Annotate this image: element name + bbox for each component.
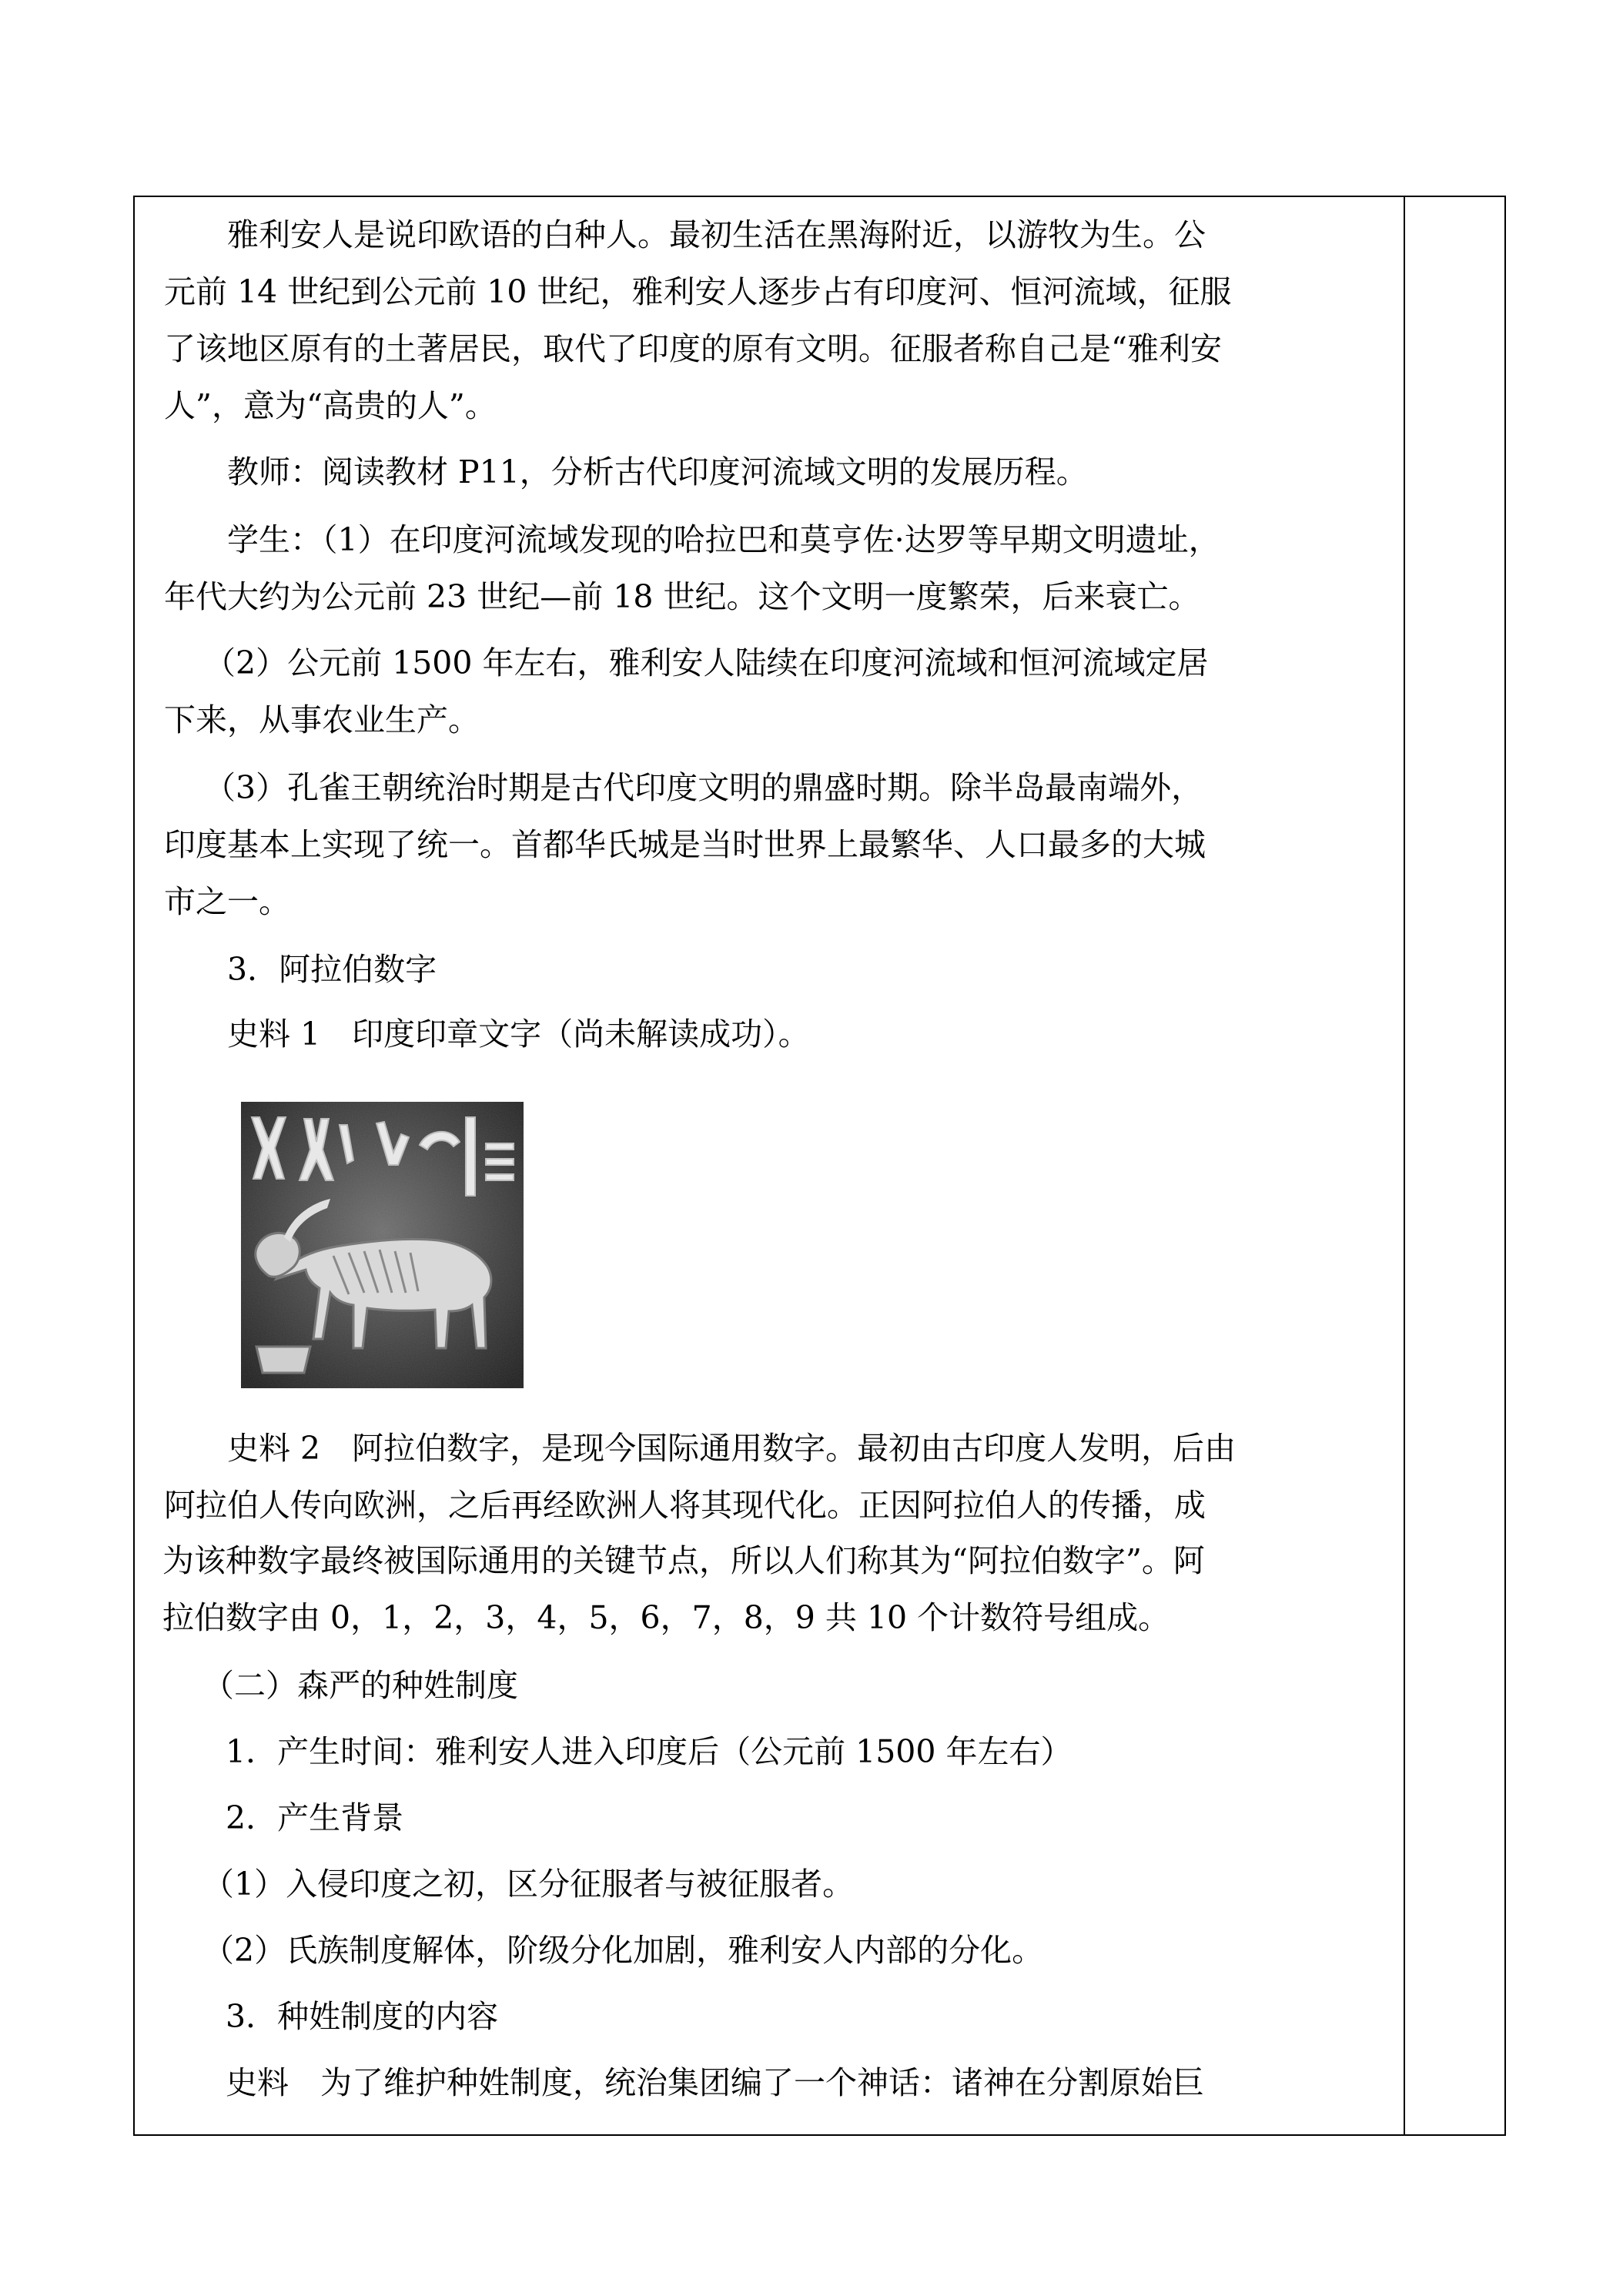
lesson-table bbox=[133, 196, 1506, 2136]
student-answer-1b: 年代大约为公元前 23 世纪—前 18 世纪。这个文明一度繁荣，后来衰亡。 bbox=[164, 578, 1200, 615]
heading-caste-system: （二）森严的种姓制度 bbox=[202, 1667, 518, 1704]
caste-content-heading: 3．种姓制度的内容 bbox=[226, 1998, 499, 2035]
source-2-line-3: 为该种数字最终被国际通用的关键节点，所以人们称其为“阿拉伯数字”。阿 bbox=[162, 1542, 1205, 1579]
source-2-line-2: 阿拉伯人传向欧洲，之后再经欧洲人将其现代化。正因阿拉伯人的传播，成 bbox=[164, 1487, 1206, 1524]
indus-seal-picture bbox=[241, 1102, 524, 1388]
paragraph-aryans-4: 人”，意为“高贵的人”。 bbox=[164, 387, 497, 424]
student-answer-3a: （3）孔雀王朝统治时期是古代印度文明的鼎盛时期。除半岛最南端外， bbox=[204, 769, 1203, 806]
source-1-caption: 史料 1 印度印章文字（尚未解读成功）。 bbox=[227, 1016, 810, 1053]
student-answer-3c: 市之一。 bbox=[164, 883, 290, 920]
source-2-line-1: 史料 2 阿拉伯数字，是现今国际通用数字。最初由古印度人发明，后由 bbox=[227, 1430, 1236, 1467]
student-answer-1a: 学生：（1）在印度河流域发现的哈拉巴和莫亨佐·达罗等早期文明遗址， bbox=[227, 521, 1220, 558]
teacher-prompt: 教师：阅读教材 P11，分析古代印度河流域文明的发展历程。 bbox=[227, 454, 1088, 490]
seal-manger bbox=[256, 1347, 310, 1373]
caste-background-2: （2）氏族制度解体，阶级分化加剧，雅利安人内部的分化。 bbox=[202, 1932, 1044, 1969]
column-divider bbox=[1404, 197, 1405, 2134]
caste-origin-background: 2．产生背景 bbox=[226, 1799, 404, 1836]
paragraph-aryans-2: 元前 14 世纪到公元前 10 世纪，雅利安人逐步占有印度河、恒河流域，征服 bbox=[164, 273, 1232, 310]
student-answer-2a: （2）公元前 1500 年左右，雅利安人陆续在印度河流域和恒河流域定居 bbox=[204, 644, 1209, 681]
caste-background-1: （1）入侵印度之初，区分征服者与被征服者。 bbox=[202, 1866, 855, 1903]
student-answer-3b: 印度基本上实现了统一。首都华氏城是当时世界上最繁华、人口最多的大城 bbox=[164, 826, 1206, 863]
paragraph-aryans-3: 了该地区原有的土著居民，取代了印度的原有文明。征服者称自己是“雅利安 bbox=[164, 330, 1222, 367]
paragraph-aryans-1: 雅利安人是说印欧语的白种人。最初生活在黑海附近，以游牧为生。公 bbox=[227, 216, 1206, 253]
heading-arabic-numerals: 3．阿拉伯数字 bbox=[227, 951, 437, 988]
caste-myth-source: 史料 为了维护种姓制度，统治集团编了一个神话：诸神在分割原始巨 bbox=[226, 2064, 1204, 2101]
caste-origin-time: 1．产生时间：雅利安人进入印度后（公元前 1500 年左右） bbox=[226, 1733, 1073, 1770]
source-2-line-4: 拉伯数字由 0，1，2，3，4，5，6，7，8，9 共 10 个计数符号组成。 bbox=[162, 1599, 1170, 1636]
indus-seal-image bbox=[241, 1102, 524, 1388]
student-answer-2b: 下来，从事农业生产。 bbox=[164, 701, 480, 738]
